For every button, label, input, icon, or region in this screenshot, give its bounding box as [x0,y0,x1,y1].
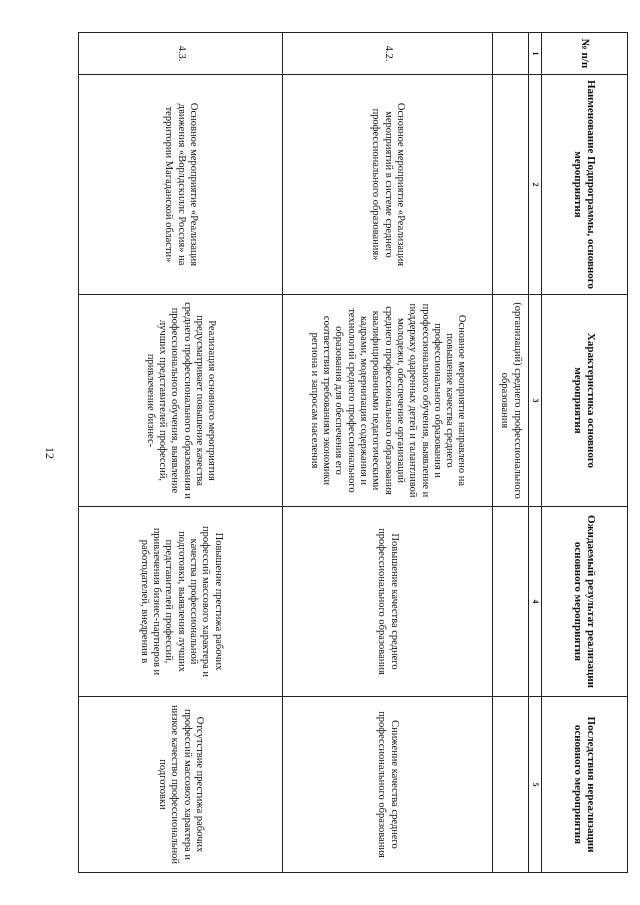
measures-table [78,32,628,873]
column-number: 1 [529,33,542,75]
column-number: 3 [529,295,542,507]
row-result: Повышение престижа рабочих профессий массового характера и качества профессиональной подготовки, выявления лучших представителей профессий, привлечения бизнес-партнеров и работодателей, внедрения в [79,507,283,697]
table-row [493,33,529,873]
row-result [493,507,529,697]
header-number: № п/п [542,33,628,75]
header-result: Ожидаемый результат реализации основного мероприятия [542,507,628,697]
header-consequences: Последствия нереализации основного мероприятия [542,697,628,873]
row-consequences: Снижение качества среднего профессионального образования [283,697,493,873]
row-number: 4.2. [283,33,493,75]
column-number: 5 [529,697,542,873]
header-name: Наименование Подпрограммы, основного мероприятия [542,75,628,295]
page-number: 12 [43,447,58,459]
row-consequences [493,697,529,873]
header-characteristic: Характеристика основного мероприятия [542,295,628,507]
table-row [79,33,283,873]
table-row [283,33,493,873]
row-name: Основное мероприятие «Реализация мероприятий в системе среднего профессионального образования» [283,75,493,295]
column-number: 4 [529,507,542,697]
row-name: Основное мероприятие «Реализация движения «Ворлдскиллс Россия» на территории Магаданской области» [79,75,283,295]
column-numbers-row [529,33,542,873]
header-row [542,33,628,873]
row-characteristic: Реализация основного мероприятия предусматривает повышение качества среднего профессионального образования и профессионального обучения, выявление лучших представителей профессий, привлечение бизнес- [79,295,283,507]
row-result: Повышение качества среднего профессионального образования [283,507,493,697]
row-number [493,33,529,75]
rotated-table-wrapper [80,32,628,872]
row-characteristic: (организаций) среднего профессионального образования [493,295,529,507]
column-number: 2 [529,75,542,295]
row-number: 4.3. [79,33,283,75]
row-consequences: Отсутствие престижа рабочих профессий массового характера и низкое качество профессиональной подготовки [79,697,283,873]
row-characteristic: Основное мероприятие направлено на повышение качества среднего профессионального образования и профессионального обучения, выявление и поддержку одаренных детей и талантливой молодежи, обеспечение организаций среднего профессионального образования квалифицированными педагогическими кадрами, модернизация содержания и технологий среднего профессионального образования для обеспечения его соответствия требованиям экономики региона и запросам населения [283,295,493,507]
row-name [493,75,529,295]
